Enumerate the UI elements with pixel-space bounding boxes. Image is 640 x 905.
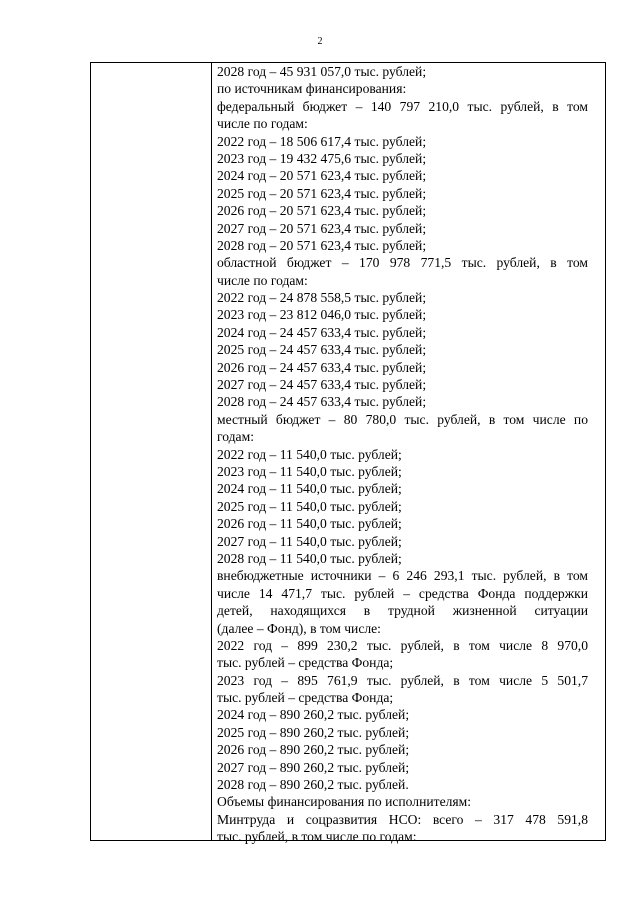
text-line: 2028 год – 890 260,2 тыс. рублей.	[217, 777, 409, 793]
text-line: 2022 год – 24 878 558,5 тыс. рублей;	[217, 290, 427, 306]
text-line: детей, находящихся в трудной жизненной ситуации	[217, 603, 588, 619]
financing-text-cell	[217, 63, 588, 846]
text-line: 2024 год – 20 571 623,4 тыс. рублей;	[217, 168, 427, 184]
text-line: 2027 год – 20 571 623,4 тыс. рублей;	[217, 220, 427, 236]
text-line: федеральный бюджет – 140 797 210,0 тыс. рублей, в том	[217, 98, 588, 114]
text-line: 2024 год – 890 260,2 тыс. рублей;	[217, 707, 410, 723]
text-line: 2024 год – 11 540,0 тыс. рублей;	[217, 481, 402, 497]
text-line: 2022 год – 899 230,2 тыс. рублей, в том числе 8 970,0	[217, 637, 588, 653]
text-line: по источникам финансирования:	[217, 81, 407, 97]
text-line: областной бюджет – 170 978 771,5 тыс. рублей, в том	[217, 255, 588, 271]
text-line: Объемы финансирования по исполнителям:	[217, 794, 472, 810]
text-line: 2028 год – 20 571 623,4 тыс. рублей;	[217, 237, 427, 253]
text-line: 2028 год – 11 540,0 тыс. рублей;	[217, 550, 402, 566]
text-line: 2023 год – 19 432 475,6 тыс. рублей;	[217, 150, 427, 166]
text-line: 2023 год – 895 761,9 тыс. рублей, в том числе 5 501,7	[217, 672, 588, 688]
text-line: 2023 год – 11 540,0 тыс. рублей;	[217, 463, 402, 479]
text-line: 2026 год – 890 260,2 тыс. рублей;	[217, 742, 410, 758]
text-line: 2028 год – 24 457 633,4 тыс. рублей;	[217, 394, 427, 410]
text-line: местный бюджет – 80 780,0 тыс. рублей, в том числе по	[217, 411, 588, 427]
page-number: 2	[317, 36, 323, 47]
text-line: 2025 год – 11 540,0 тыс. рублей;	[217, 498, 402, 514]
text-line: 2025 год – 24 457 633,4 тыс. рублей;	[217, 342, 427, 358]
text-line: 2027 год – 24 457 633,4 тыс. рублей;	[217, 377, 427, 393]
document-table	[90, 62, 606, 845]
text-line: 2026 год – 20 571 623,4 тыс. рублей;	[217, 203, 427, 219]
text-line: 2027 год – 11 540,0 тыс. рублей;	[217, 533, 402, 549]
text-line: 2026 год – 24 457 633,4 тыс. рублей;	[217, 359, 427, 375]
text-line: 2026 год – 11 540,0 тыс. рублей;	[217, 516, 402, 532]
text-line: внебюджетные источники – 6 246 293,1 тыс. рублей, в том	[217, 568, 588, 584]
text-line: числе по годам:	[217, 116, 308, 132]
text-line: 2023 год – 23 812 046,0 тыс. рублей;	[217, 307, 427, 323]
text-line: тыс. рублей – средства Фонда;	[217, 690, 394, 706]
text-line: 2025 год – 890 260,2 тыс. рублей;	[217, 724, 410, 740]
text-line: 2025 год – 20 571 623,4 тыс. рублей;	[217, 185, 427, 201]
text-line: тыс. рублей – средства Фонда;	[217, 655, 394, 671]
text-line: 2027 год – 890 260,2 тыс. рублей;	[217, 759, 410, 775]
text-line: (далее – Фонд), в том числе:	[217, 620, 381, 636]
column-divider	[211, 63, 212, 840]
text-line: годам:	[217, 429, 254, 445]
text-line: 2022 год – 11 540,0 тыс. рублей;	[217, 446, 402, 462]
text-line: 2022 год – 18 506 617,4 тыс. рублей;	[217, 133, 427, 149]
text-line: тыс. рублей, в том числе по годам:	[217, 829, 417, 845]
text-line: числе по годам:	[217, 272, 308, 288]
text-line: Минтруда и соцразвития НСО: всего – 317 478 591,8	[217, 811, 588, 827]
text-line: 2024 год – 24 457 633,4 тыс. рублей;	[217, 324, 427, 340]
text-line: 2028 год – 45 931 057,0 тыс. рублей;	[217, 64, 427, 79]
text-line: числе 14 471,7 тыс. рублей – средства Фонда поддержки	[217, 585, 588, 601]
